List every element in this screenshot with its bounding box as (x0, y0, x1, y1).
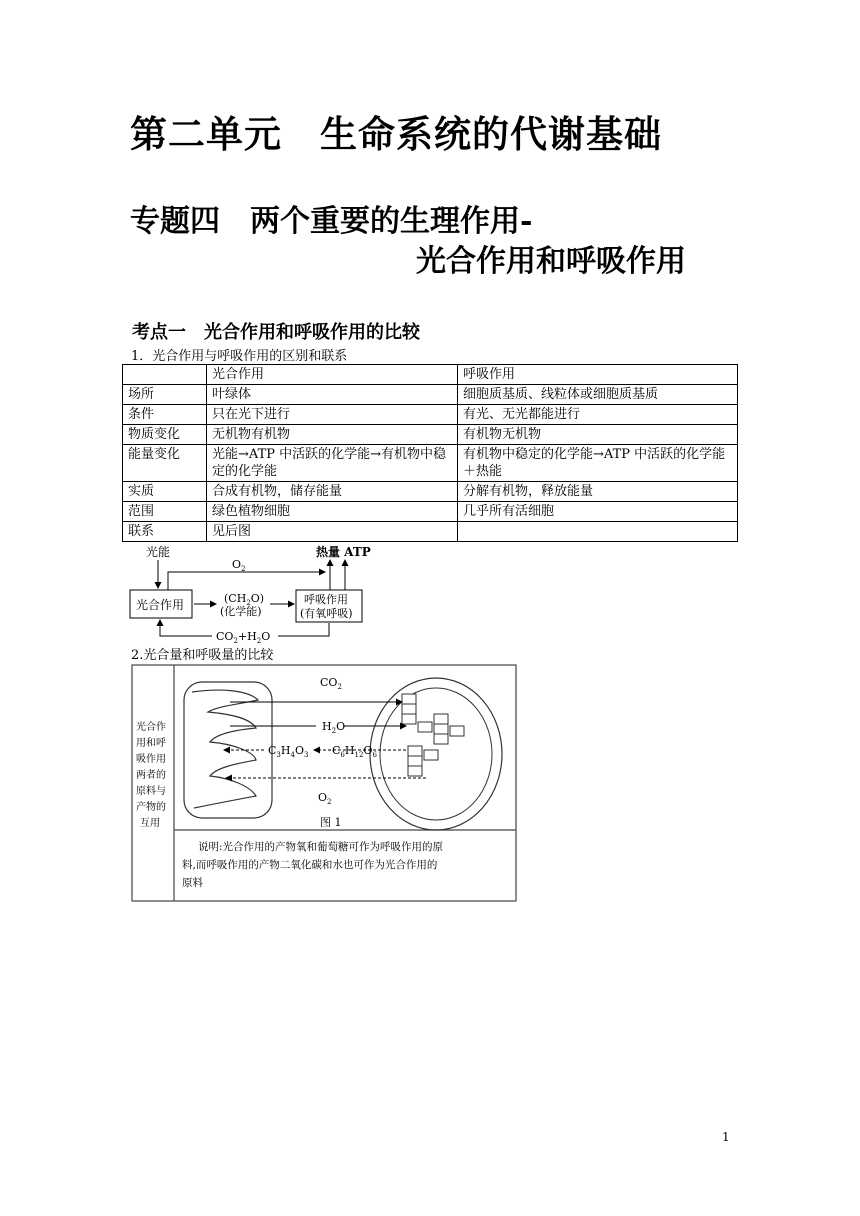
table-cell: 分解有机物，释放能量 (458, 482, 738, 502)
c6h12o6-label (332, 744, 377, 759)
table-cell: 绿色植物细胞 (207, 502, 458, 522)
table-header-row (123, 365, 738, 385)
ch2o-end: O) (250, 592, 265, 605)
unit-title: 第二单元 生命系统的代谢基础 (130, 112, 662, 156)
o2-subscript: 2 (327, 798, 332, 806)
table-cell: 无机物有机物 (207, 425, 458, 445)
co2h2o-a: CO (216, 630, 234, 643)
granum (408, 746, 422, 756)
granum (402, 714, 416, 724)
o2-text: O (232, 558, 242, 571)
h2o-subscript: 2 (331, 727, 337, 735)
granum (434, 714, 448, 724)
c6-h: H (344, 744, 355, 757)
relationship-diagram (120, 544, 380, 644)
figure-number: 图 1 (320, 816, 342, 829)
granum (408, 766, 422, 776)
granum (408, 756, 422, 766)
table-header-cell: 呼吸作用 (458, 365, 738, 385)
table-header-cell (123, 365, 207, 385)
figure-caption: 2.光合量和呼吸量的比较 (131, 648, 274, 663)
table-cell: 范围 (123, 502, 207, 522)
co2h2o-b: +H (237, 630, 257, 643)
topic-title-line2: 光合作用和呼吸作用 (416, 244, 686, 279)
c3-hn: 4 (290, 751, 295, 759)
o2-arrow (168, 572, 325, 590)
side-label-line: 光合作 (136, 722, 166, 733)
table-cell: 能量变化 (123, 445, 207, 482)
section-heading: 考点一 光合作用和呼吸作用的比较 (132, 322, 420, 343)
o2-subscript: 2 (241, 565, 246, 573)
c3-n: 3 (276, 751, 281, 759)
table-row (123, 385, 738, 405)
granum (424, 750, 438, 760)
table-cell: 只在光下进行 (207, 405, 458, 425)
table-cell: 几乎所有活细胞 (458, 502, 738, 522)
ch2o-subscript: 2 (246, 599, 251, 607)
comparison-table (122, 364, 738, 542)
table-cell: 场所 (123, 385, 207, 405)
side-label-line: 原料与 (136, 786, 166, 797)
o2-label (232, 558, 246, 573)
granum (418, 722, 432, 732)
co2-subscript: 2 (337, 683, 342, 691)
side-label (136, 720, 166, 829)
granum (434, 734, 448, 744)
ch2o-text: (CH (224, 592, 247, 605)
figure-note (182, 840, 444, 889)
c3h4o3-label (268, 744, 308, 759)
co2-text: CO (320, 676, 338, 689)
c3-h: H (280, 744, 291, 757)
table-cell: 叶绿体 (207, 385, 458, 405)
table-row (123, 502, 738, 522)
c6-hn: 12 (354, 751, 364, 759)
side-label-line: 吸作用 (136, 754, 166, 765)
granum (434, 724, 448, 734)
c3-c: C (268, 744, 277, 757)
note-line: 原料 (182, 877, 203, 889)
table-cell: 有机物中稳定的化学能→ATP 中活跃的化学能＋热能 (458, 445, 738, 482)
heat-atp-label: 热量 ATP (316, 545, 371, 559)
o2-label (318, 791, 332, 806)
table-cell: 有光、无光都能进行 (458, 405, 738, 425)
table-row (123, 522, 738, 542)
table-row (123, 482, 738, 502)
co2h2o-sub2: 2 (256, 637, 262, 644)
co2h2o-c: O (261, 630, 271, 643)
granum (402, 704, 416, 714)
table-cell: 光能→ATP 中活跃的化学能→有机物中稳定的化学能 (207, 445, 458, 482)
h2o-label (322, 720, 345, 735)
table-cell: 联系 (123, 522, 207, 542)
c6-n: 6 (340, 751, 345, 759)
photosynthesis-box-label: 光合作用 (136, 598, 185, 612)
side-label-line: 两者的 (136, 770, 166, 781)
table-cell (458, 522, 738, 542)
light-energy-label: 光能 (146, 545, 171, 559)
note-line: 说明:光合作用的产物氧和葡萄糖可作为呼吸作用的原 (198, 841, 444, 853)
c6-c: C (332, 744, 341, 757)
side-label-line: 用和呼 (136, 738, 166, 749)
chemical-energy-label: (化学能) (220, 605, 262, 618)
table-cell: 有机物无机物 (458, 425, 738, 445)
table-cell: 见后图 (207, 522, 458, 542)
c3-on: 3 (303, 751, 309, 759)
co2h2o-sub1: 2 (233, 637, 238, 644)
mitochondrion-cristae (192, 690, 258, 808)
c6-o: O (363, 744, 373, 757)
co2-h2o-label (216, 630, 270, 644)
c6-on: 6 (372, 751, 377, 759)
side-label-line: 互用 (140, 818, 160, 829)
c3-o: O (294, 744, 304, 757)
organelle-exchange-figure (130, 660, 522, 904)
table-row (123, 445, 738, 482)
o2-text: O (318, 791, 328, 804)
h2o-text: H (322, 720, 332, 733)
grana-stack (402, 694, 464, 776)
respiration-box-label: 呼吸作用 (304, 593, 348, 606)
table-row (123, 405, 738, 425)
table-cell: 合成有机物，储存能量 (207, 482, 458, 502)
table-row (123, 425, 738, 445)
topic-title-line1: 专题四 两个重要的生理作用- (130, 204, 533, 239)
granum (402, 694, 416, 704)
table-cell: 条件 (123, 405, 207, 425)
respiration-box-sublabel: (有氧呼吸) (300, 607, 353, 620)
co2-label (320, 676, 342, 691)
note-line: 料,而呼吸作用的产物二氧化碳和水也可作为光合作用的 (182, 859, 438, 871)
table-header-cell: 光合作用 (207, 365, 458, 385)
h2o-end: O (336, 720, 346, 733)
table-cell: 物质变化 (123, 425, 207, 445)
table-caption: 1．光合作用与呼吸作用的区别和联系 (131, 349, 348, 364)
side-label-line: 产物的 (136, 802, 166, 813)
table-cell: 细胞质基质、线粒体或细胞质基质 (458, 385, 738, 405)
table-cell: 实质 (123, 482, 207, 502)
page-number: 1 (722, 1130, 730, 1144)
granum (450, 726, 464, 736)
